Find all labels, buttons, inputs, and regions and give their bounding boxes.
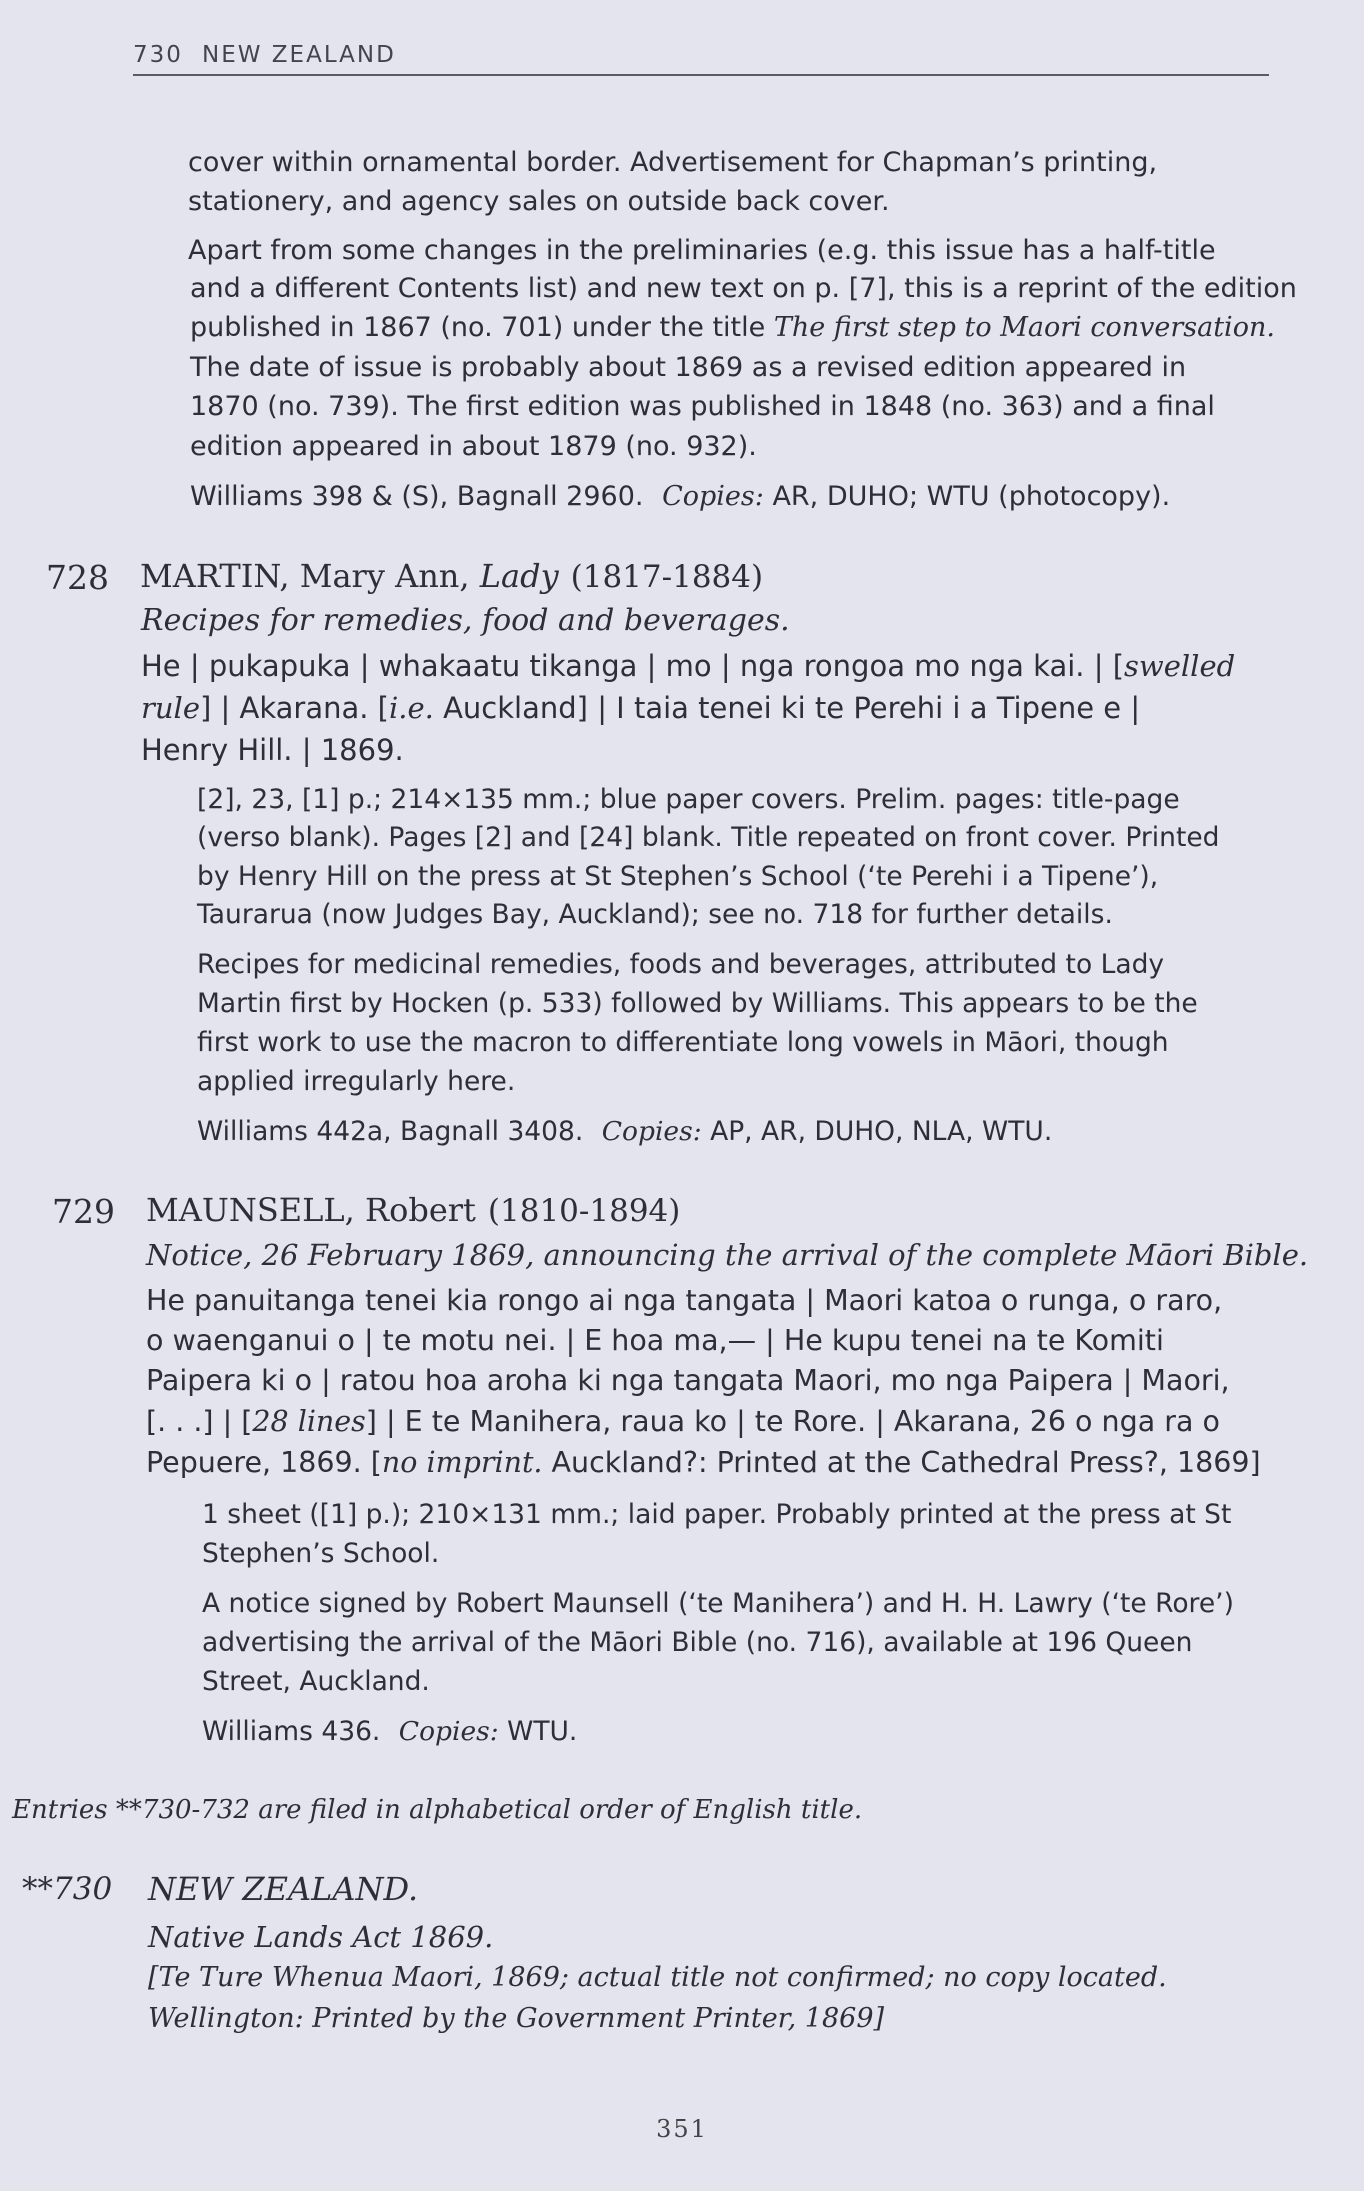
description-line: Stephen’s School.: [202, 1538, 440, 1569]
header-page-number: 730: [133, 42, 183, 68]
note-line: applied irregularly here.: [197, 1066, 516, 1097]
filing-note: Entries **730-732 are filed in alphabetical order of English title.: [12, 1795, 863, 1825]
entry-author: NEW ZEALAND.: [148, 1870, 419, 1908]
note-line: Martin first by Hocken (p. 533) followed by Williams. This appears to be the: [197, 988, 1198, 1019]
running-header: [133, 42, 1269, 76]
header-title: NEW ZEALAND: [202, 42, 396, 68]
entry-title: Notice, 26 February 1869, announcing the arrival of the complete Māori Bible.: [146, 1238, 1309, 1272]
note-line: Street, Auckland.: [202, 1666, 430, 1697]
entry-title: Native Lands Act 1869.: [148, 1920, 494, 1954]
description-line: Taurarua (now Judges Bay, Auckland); see no. 718 for further details.: [197, 899, 1113, 930]
description-line: (verso blank). Pages [2] and [24] blank. Title repeated on front cover. Printed: [197, 822, 1220, 853]
note-line: A notice signed by Robert Maunsell (‘te Manihera’) and H. H. Lawry (‘te Rore’): [202, 1588, 1234, 1619]
text-line: published in 1867 (no. 701) under the title The first step to Maori conversation.: [190, 312, 1275, 343]
text-line: 1870 (no. 739). The first edition was published in 1848 (no. 363) and a final: [190, 391, 1215, 422]
entry-number: **730: [22, 1871, 113, 1907]
description-line: 1 sheet ([1] p.); 210×131 mm.; laid paper. Probably printed at the press at St: [202, 1499, 1232, 1530]
page-number: 351: [656, 2115, 708, 2143]
entry-title: Recipes for remedies, food and beverages.: [141, 603, 790, 638]
references: Williams 436. Copies: WTU.: [202, 1716, 578, 1747]
transcription-line: He panuitanga tenei kia rongo ai nga tangata | Maori katoa o runga, o raro,: [146, 1284, 1223, 1317]
bracketed-line: [Te Ture Whenua Maori, 1869; actual title not confirmed; no copy located.: [148, 1962, 1167, 1993]
description-line: by Henry Hill on the press at St Stephen’s School (‘te Perehi i a Tipene’),: [197, 861, 1159, 892]
note-line: Recipes for medicinal remedies, foods and beverages, attributed to Lady: [197, 949, 1165, 980]
text-line: stationery, and agency sales on outside back cover.: [188, 186, 890, 217]
entry-number: 728: [46, 558, 109, 597]
note-line: first work to use the macron to differentiate long vowels in Māori, though: [197, 1027, 1169, 1058]
transcription-line: o waenganui o | te motu nei. | E hoa ma,— | He kupu tenei na te Komiti: [146, 1324, 1164, 1357]
entry-author: MAUNSELL, Robert (1810-1894): [146, 1191, 681, 1229]
entry-author: MARTIN, Mary Ann, Lady (1817-1884): [140, 557, 764, 595]
transcription-line: Henry Hill. | 1869.: [141, 733, 404, 767]
text-line: edition appeared in about 1879 (no. 932).: [190, 431, 757, 462]
transcription-line: [. . .] | [28 lines] | E te Manihera, raua ko | te Rore. | Akarana, 26 o nga ra o: [146, 1405, 1220, 1438]
bracketed-line: Wellington: Printed by the Government Printer, 1869]: [148, 2003, 885, 2034]
note-line: advertising the arrival of the Māori Bible (no. 716), available at 196 Queen: [202, 1627, 1193, 1658]
transcription-line: He | pukapuka | whakaatu tikanga | mo | nga rongoa mo nga kai. | [swelled: [141, 649, 1236, 683]
references: Williams 398 & (S), Bagnall 2960. Copies: AR, DUHO; WTU (photocopy).: [190, 481, 1171, 512]
entry-number: 729: [52, 1192, 115, 1231]
text-line: The date of issue is probably about 1869 as a revised edition appeared in: [190, 352, 1187, 383]
transcription-line: Pepuere, 1869. [no imprint. Auckland?: Printed at the Cathedral Press?, 1869]: [146, 1446, 1261, 1479]
description-line: [2], 23, [1] p.; 214×135 mm.; blue paper covers. Prelim. pages: title-page: [197, 784, 1180, 815]
references: Williams 442a, Bagnall 3408. Copies: AP, AR, DUHO, NLA, WTU.: [197, 1116, 1053, 1147]
transcription-line: Paipera ki o | ratou hoa aroha ki nga tangata Maori, mo nga Paipera | Maori,: [146, 1364, 1230, 1397]
text-line: Apart from some changes in the preliminaries (e.g. this issue has a half-title: [188, 235, 1216, 266]
transcription-line: rule] | Akarana. [i.e. Auckland] | I taia tenei ki te Perehi i a Tipene e |: [141, 691, 1141, 725]
text-line: cover within ornamental border. Advertisement for Chapman’s printing,: [188, 147, 1158, 178]
text-line: and a different Contents list) and new text on p. [7], this is a reprint of the edition: [190, 273, 1297, 304]
